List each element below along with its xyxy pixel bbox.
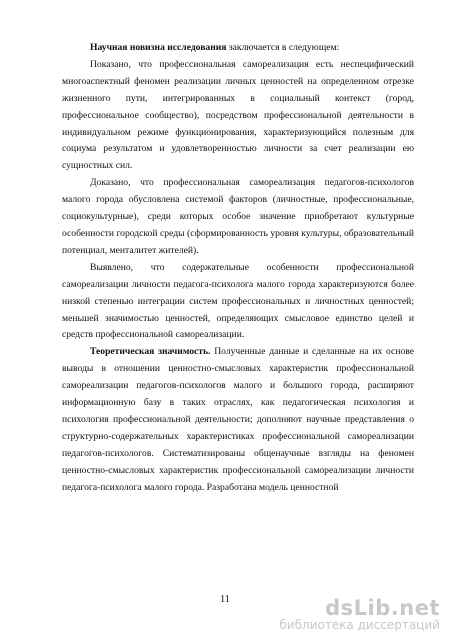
theoretical-significance-text: Полученные данные и сделанные на их основе выводы в отношении ценностно-смысловых характеристик профессиональной самореализации педагогов-психологов малого и большого города, расширяют информационную базу в таких отраслях, как педагогическая психология и психология профессиональной деятельности; дополняют научные представления о структурно-содержательных характеристиках профессиональной самореализации педагогов-психологов. Систематизированы общенаучные взгляды на феномен ценностно-смысловых характеристик профессиональной самореализации личности педагога-психолога малого города. Разработана модель ценностной xyxy=(62,346,414,493)
paragraph-novelty-heading xyxy=(62,40,414,57)
watermark-logo: dsLib.net xyxy=(325,596,440,620)
paragraph-shown: Показано, что профессиональная самореализация есть неспецифический многоаспектный феномен реализации личных ценностей на определенном отрезке жизненного пути, интегрированных в социальный контекст (город, профессиональное сообщество), посредством профессиональной деятельности в индивидуальном режиме функционирования, характеризующийся полезным для социума результатом и удовлетворенностью личности за счет реализации ею сущностных сил. xyxy=(62,58,414,172)
novelty-intro-text: заключается в следующем: xyxy=(226,42,340,53)
paragraph-proven: Доказано, что профессиональная самореализация педагогов-психологов малого города обусловлена системой факторов (личностные, профессиональные, социокультурные), среди которых особое значение приобретают культурные особенности городской среды (сформированность уровня культуры, образовательный потенциал, менталитет жителей). xyxy=(62,177,414,256)
novelty-heading: Научная новизна исследования xyxy=(90,42,227,53)
watermark-tagline: библиотека диссертаций xyxy=(279,618,440,632)
watermark xyxy=(279,597,440,632)
paragraph-theoretical-significance xyxy=(62,344,414,496)
paragraph-revealed: Выявлено, что содержательные особенности профессиональной самореализации личности педагога-психолога малого города характеризуются более низкой степенью интеграции систем профессиональных и личностных ценностей; меньшей значимостью ценностей, определяющих смысловое единство целей и средств профессиональной самореализации. xyxy=(62,261,414,341)
theoretical-significance-heading: Теоретическая значимость. xyxy=(90,346,211,358)
page-number: 11 xyxy=(220,594,230,605)
document-body xyxy=(62,40,414,496)
